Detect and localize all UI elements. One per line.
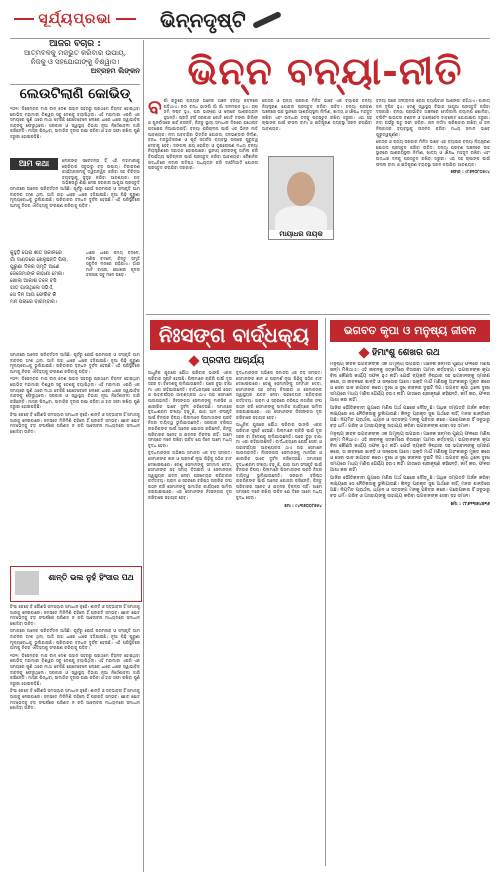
bottom-paragraph-4: ହିଂସା କେବେ ବି କୌଣସି ସମସ୍ୟାର ସମାଧାନ ନୁହେଁ। ଶାନ୍ତି ଓ ସଦ୍ଭାବନା ହିଁ ସମାଜକୁ ଆଗକୁ ନେଇପାରେ। ସମସ୍ତେ ମିଳିମିଶି ରହିଲେ ହିଁ ପ୍ରଗତି ସମ୍ଭବ। ଛୋଟ ଛୋଟ ମତଭେଦକୁ ବଡ଼ ସଂଘର୍ଷରେ ପରିଣତ ନ କରି ଆଲୋଚନା ମାଧ୍ୟମରେ ସମାଧାନ ଖୋଜିବା ଉଚିତ। xyxy=(10,688,140,711)
article2-paragraph-4: ଆଧୁନିକ ଯୁଗରେ ଯୌଥ ପରିବାର ଭାଙ୍ଗି ଏକକ ପରିବାର ସୃଷ୍ଟି ହେଉଛି। ପିଲାମାନେ ଚାକିରି ପାଇଁ ଦୂର ସହର ବା ବିଦେଶକୁ ଚାଲିଯାଉଛନ୍ତି। ଘରେ ବୁଢ଼ା ବାପା ମା ଏକା ରହିଯାଉଛନ୍ତି। ବାର୍ଦ୍ଧକ୍ୟରେ ଯେଉଁ ସେବା ଓ ସାହାଚର୍ଯ୍ୟର ଆବଶ୍ୟକତା ଥାଏ ତାହା ସେମାନେ ପାଉନାହାନ୍ତି। ନିଃସଙ୍ଗତା ସେମାନଙ୍କୁ ମାନସିକ ଓ ଶାରୀରିକ ଭାବେ ଦୁର୍ବଳ କରିଦେଉଛି। ସମାଜରେ ବୃଦ୍ଧାଶ୍ରମ ସଂଖ୍ୟା ବଢ଼ୁଛି, ଯାହା ଆମ ସଂସ୍କୃତି ପାଇଁ ଚିନ୍ତାର ବିଷୟ। ପିଲାମାନେ ପିତାମାତାଙ୍କ ପ୍ରତି ନିଜର ଦାୟିତ୍ୱ ଭୁଲିଯାଉଛନ୍ତି। ସରକାର ବରିଷ୍ଠ ନାଗରିକଙ୍କ ପାଇଁ ଅନେକ ଯୋଜନା କରିଛନ୍ତି, କିନ୍ତୁ ପରିବାରର ସ୍ନେହ ଓ ଯତ୍ନର ବିକଳ୍ପ ନାହିଁ। ଆମେ ସମସ୍ତେ ମନେ ରଖିବା ଉଚିତ ଯେ ଦିନେ ଆମେ ମଧ୍ୟ ବୃଦ୍ଧ ହେବା। xyxy=(236,422,322,501)
author-photo xyxy=(268,156,334,240)
main-sign-off: ଫୋନ୍ : ୯୮୬୧୦୮୦୫୯୪ xyxy=(450,169,490,175)
main-paragraph: ର୍ଷା ଋତୁରେ ରାଜ୍ୟର ଅନେକ ଅଞ୍ଚଳ ବନ୍ୟା କବଳରେ ପଡ଼ିଥାଏ। ନଦୀ ବନ୍ଧ ଭାଙ୍ଗି ଗାଁ ଗାଁ ଜଳମଗ୍ନ ହୁଏ। ଚାଷ ଜମି ନଷ୍ଟ ହୁଏ, ଘର ଭାଙ୍ଗେ ଓ ଲୋକେ ଆଶ୍ରୟହୀନ ହୁଅନ୍ତି। ପ୍ରତି ବର୍ଷ ସରକାର କୋଟି କୋଟି ଟଙ୍କା ରିଲିଫ୍ ଓ ପୁନର୍ବାସରେ ଖର୍ଚ୍ଚ କରନ୍ତି, କିନ୍ତୁ ସ୍ଥାୟୀ ସମାଧାନ ଦିଗରେ ଯଥେଷ୍ଟ ପଦକ୍ଷେପ ନିଆଯାଉନାହିଁ। ବନ୍ୟା ପରିଚାଳନା ପାଇଁ ଏକ ଭିନ୍ନ ନୀତି ଆବଶ୍ୟକ। ନଦୀ ଅବବାହିକା ଭିତ୍ତିକ ଯୋଜନା, ଜଳଭଣ୍ଡାର ନିର୍ମାଣ, ବନ୍ଧ ମଜଭୁତିକରଣ ଓ ପୂର୍ବ ସତର୍କତା ବ୍ୟବସ୍ଥା ଉପରେ ଗୁରୁତ୍ୱ ଦେବାକୁ ହେବ। ଜଙ୍ଗଲ କ୍ଷୟ ରୋକିବା ଓ ବୃକ୍ଷରୋପଣ ମଧ୍ୟ ବନ୍ୟା ନିୟନ୍ତ୍ରଣରେ ସହାୟକ ହୋଇପାରେ। ସ୍ଥାନୀୟ ଲୋକଙ୍କୁ ସାମିଲ କରି ବିପର୍ଯ୍ୟୟ ପରିଚାଳନା ପାଇଁ ପ୍ରସ୍ତୁତ କରିବା ଆବଶ୍ୟକ। ବୈଜ୍ଞାନିକ ପଦ୍ଧତିରେ ନଦୀର ଗତିପଥ ଅଧ୍ୟୟନ କରି ଦୀର୍ଘମିଆଦି ଯୋଜନା ପ୍ରସ୍ତୁତ କରାଯିବା ଦରକାର। xyxy=(148,98,258,171)
amma-katha-label: ଆମ କଥା xyxy=(10,158,58,170)
lower-paragraph: ସମାଜରେ ଅନେକ ପରିବର୍ତ୍ତନ ଆସିଛି। ପୂର୍ବରୁ ଯେଉଁ ପରମ୍ପରା ଓ ସଂସ୍କୃତି ଆମ ଜୀବନର ଅଂଶ ଥିଲା, ଆଜି ତାହା ଧୀରେ ଧୀରେ ହଜିଯାଉଛି। ନୂଆ ପିଢ଼ି ପୁରୁଣା ମୂଲ୍ୟବୋଧକୁ ଭୁଲିଯାଉଛି। ପରିବାରର ବନ୍ଧନ ଦୁର୍ବଳ ହେଉଛି। ଏହି ପରିସ୍ଥିତିରେ ଆମକୁ ନିଜର ଐତିହ୍ୟକୁ ସଂରକ୍ଷଣ କରିବାକୁ ପଡ଼ିବ। xyxy=(10,352,140,374)
bottom-paragraph-3: ୨୦୧୯ ଡିସେମ୍ବର ମାସ ଚୀନ୍ ଦେଶ ଉହାନ ସହରରୁ ପ୍ରଥମେ ଚିହ୍ନଟ ହୋଇଥିବା କୋଭିଡ୍ ମହାମାରୀ ବିଶ୍ୱର ସବୁ ଦେଶକୁ ବ୍ୟାପିଥିଲା। ଏହି ମହାମାରୀ ଏପରି ଏକ ସମୟରେ ପୁଣି ଥରେ ମାଥା ଟେକିଛି ଯେତେବେଳେ ଲୋକେ ଧୀରେ ଧୀରେ ସ୍ୱାଭାବିକ ଜୀବନକୁ ଫେରୁଥିଲେ। ସରକାର ଓ ସ୍ୱାସ୍ଥ୍ୟ ବିଭାଗ ନୂଆ ନିର୍ଦ୍ଦେଶାବଳୀ ଜାରି କରିଛନ୍ତି। ମାସ୍କ ପିନ୍ଧିବା, ସାମାଜିକ ଦୂରତା ରକ୍ଷା କରିବା ଓ ହାତ ସଫା ରଖିବା ପୁଣି ଜରୁରୀ ହୋଇପଡ଼ିଛି। xyxy=(10,652,140,686)
main-article-title: ଭିନ୍ନ ବନ୍ୟା-ନୀତି xyxy=(187,48,463,93)
left-bottom-body xyxy=(10,604,140,864)
article2-author: ପ୍ରଦୀପ ଆଚାର୍ଯ୍ୟ xyxy=(202,356,265,366)
photo-caption: ମାୟାଧର ନାୟକ xyxy=(269,230,333,239)
small-box xyxy=(10,566,142,602)
main-paragraph-4: କେନ୍ଦ୍ର ଓ ରାଜ୍ୟ ସରକାର ମିଳିତ ଭାବେ ଏକ ବ୍ୟାପକ ବନ୍ୟା ନିୟନ୍ତ୍ରଣ ଯୋଜନା ପ୍ରସ୍ତୁତ କରିବା ଉଚିତ। ବନ୍ୟା ପ୍ରବଣ ଅଞ୍ଚଳରେ ଉଚ୍ଚ ସ୍ଥାନରେ ଆଶ୍ରୟସ୍ଥଳୀ ନିର୍ମାଣ, ଖାଦ୍ୟ ଓ ଔଷଧ ମହଜୁଦ ରଖିବା ଏବଂ ଉଦ୍ଧାର ଦଳକୁ ପ୍ରସ୍ତୁତ ରଖିବା ଜରୁରୀ। ଏହା ସହ ଚାଷୀଙ୍କ ପାଇଁ ଫସଲ ବୀମା ଓ କ୍ଷତିପୂରଣ ବ୍ୟବସ୍ଥା ସରଳ କରାଯିବା ଆବଶ୍ୟକ। xyxy=(376,139,490,167)
poem-line: ଜେଜେମାଙ୍କ କାହାଣୀ ମେଳା। xyxy=(10,271,65,277)
main-paragraph-2: କେନ୍ଦ୍ର ଓ ରାଜ୍ୟ ସରକାର ମିଳିତ ଭାବେ ଏକ ବ୍ୟାପକ ବନ୍ୟା ନିୟନ୍ତ୍ରଣ ଯୋଜନା ପ୍ରସ୍ତୁତ କରିବା ଉଚିତ। ବନ୍ୟା ପ୍ରବଣ ଅଞ୍ଚଳରେ ଉଚ୍ଚ ସ୍ଥାନରେ ଆଶ୍ରୟସ୍ଥଳୀ ନିର୍ମାଣ, ଖାଦ୍ୟ ଓ ଔଷଧ ମହଜୁଦ ରଖିବା ଏବଂ ଉଦ୍ଧାର ଦଳକୁ ପ୍ରସ୍ତୁତ ରଖିବା ଜରୁରୀ। ଏହା ସହ ଚାଷୀଙ୍କ ପାଇଁ ଫସଲ ବୀମା ଓ କ୍ଷତିପୂରଣ ବ୍ୟବସ୍ଥା ସରଳ କରାଯିବା ଆବଶ୍ୟକ। xyxy=(262,98,372,131)
poem-line: ସେ ଦିନ ଆଉ ଫେରିବ କି xyxy=(10,292,57,298)
paper-title: ସୂର୍ଯ୍ୟପ୍ରଭା xyxy=(10,11,139,27)
main-col-1 xyxy=(148,98,258,308)
covid-body xyxy=(10,106,140,158)
thought-heading: ଆଜିର ବିଚାର : xyxy=(49,40,101,49)
article2-paragraph: ଆଧୁନିକ ଯୁଗରେ ଯୌଥ ପରିବାର ଭାଙ୍ଗି ଏକକ ପରିବାର ସୃଷ୍ଟି ହେଉଛି। ପିଲାମାନେ ଚାକିରି ପାଇଁ ଦୂର ସହର ବା ବିଦେଶକୁ ଚାଲିଯାଉଛନ୍ତି। ଘରେ ବୁଢ଼ା ବାପା ମା ଏକା ରହିଯାଉଛନ୍ତି। ବାର୍ଦ୍ଧକ୍ୟରେ ଯେଉଁ ସେବା ଓ ସାହାଚର୍ଯ୍ୟର ଆବଶ୍ୟକତା ଥାଏ ତାହା ସେମାନେ ପାଉନାହାନ୍ତି। ନିଃସଙ୍ଗତା ସେମାନଙ୍କୁ ମାନସିକ ଓ ଶାରୀରିକ ଭାବେ ଦୁର୍ବଳ କରିଦେଉଛି। ସମାଜରେ ବୃଦ୍ଧାଶ୍ରମ ସଂଖ୍ୟା ବଢ଼ୁଛି, ଯାହା ଆମ ସଂସ୍କୃତି ପାଇଁ ଚିନ୍ତାର ବିଷୟ। ପିଲାମାନେ ପିତାମାତାଙ୍କ ପ୍ରତି ନିଜର ଦାୟିତ୍ୱ ଭୁଲିଯାଉଛନ୍ତି। ସରକାର ବରିଷ୍ଠ ନାଗରିକଙ୍କ ପାଇଁ ଅନେକ ଯୋଜନା କରିଛନ୍ତି, କିନ୍ତୁ ପରିବାରର ସ୍ନେହ ଓ ଯତ୍ନର ବିକଳ୍ପ ନାହିଁ। ଆମେ ସମସ୍ତେ ମନେ ରଖିବା ଉଚିତ ଯେ ଦିନେ ଆମେ ମଧ୍ୟ ବୃଦ୍ଧ ହେବା। xyxy=(148,370,232,448)
amma-paragraph-2: ସମାଜରେ ଅନେକ ପରିବର୍ତ୍ତନ ଆସିଛି। ପୂର୍ବରୁ ଯେଉଁ ପରମ୍ପରା ଓ ସଂସ୍କୃତି ଆମ ଜୀବନର ଅଂଶ ଥିଲା, ଆଜି ତାହା ଧୀରେ ଧୀରେ ହଜିଯାଉଛି। ନୂଆ ପିଢ଼ି ପୁରୁଣା ମୂଲ୍ୟବୋଧକୁ ଭୁଲିଯାଉଛି। ପରିବାରର ବନ୍ଧନ ଦୁର୍ବଳ ହେଉଛି। ଏହି ପରିସ୍ଥିତିରେ ଆମକୁ ନିଜର ଐତିହ୍ୟକୁ ସଂରକ୍ଷଣ କରିବାକୁ ପଡ଼ିବ। xyxy=(10,186,140,208)
divider xyxy=(10,84,140,85)
article3-paragraph-4: ଆଜିର ଭୌତିକବାଦୀ ଯୁଗରେ ମଣିଷ ଅର୍ଥ ପଛରେ ଦୌଡ଼ୁଛି। ଅଧିକ ସମ୍ପତ୍ତି ଅର୍ଜନ କରିବା ଲକ୍ଷ୍ୟରେ ସେ ନୈତିକତାକୁ ଭୁଲିଯାଉଛି। କିନ୍ତୁ ପ୍ରକୃତ ସୁଖ ଅର୍ଥରେ ନାହିଁ, ମନର ଶାନ୍ତିରେ ଅଛି। ନିୟମିତ ପ୍ରାର୍ଥନା, ଧ୍ୟାନ ଓ ସତ୍‌ସଙ୍ଗ ମନକୁ ପବିତ୍ର କରେ। ପରୋପକାର ହିଁ ସବୁଠାରୁ ବଡ଼ ଧର୍ମ। ଗରିବ ଓ ଅସହାୟଙ୍କୁ ସାହାଯ୍ୟ କରିବା ଭଗବାନଙ୍କ ସେବା ସହ ସମାନ। xyxy=(330,476,490,499)
thought-of-day xyxy=(10,40,140,76)
article3-byline xyxy=(360,348,440,358)
section-title: ଭିନ୍ନଦୃଷ୍ଟି xyxy=(160,8,246,32)
article-divider xyxy=(325,318,326,866)
section-masthead xyxy=(160,4,490,36)
article3-paragraph-2: ଆଜିର ଭୌତିକବାଦୀ ଯୁଗରେ ମଣିଷ ଅର୍ଥ ପଛରେ ଦୌଡ଼ୁଛି। ଅଧିକ ସମ୍ପତ୍ତି ଅର୍ଜନ କରିବା ଲକ୍ଷ୍ୟରେ ସେ ନୈତିକତାକୁ ଭୁଲିଯାଉଛି। କିନ୍ତୁ ପ୍ରକୃତ ସୁଖ ଅର୍ଥରେ ନାହିଁ, ମନର ଶାନ୍ତିରେ ଅଛି। ନିୟମିତ ପ୍ରାର୍ଥନା, ଧ୍ୟାନ ଓ ସତ୍‌ସଙ୍ଗ ମନକୁ ପବିତ୍ର କରେ। ପରୋପକାର ହିଁ ସବୁଠାରୁ ବଡ଼ ଧର୍ମ। ଗରିବ ଓ ଅସହାୟଙ୍କୁ ସାହାଯ୍ୟ କରିବା ଭଗବାନଙ୍କ ସେବା ସହ ସମାନ। xyxy=(330,406,490,429)
small-box-title: ଶାନ୍ତି ଭଲ ନୁହଁ ହିଂସାର ପଥ xyxy=(48,572,134,582)
article3-sign-off: ମୋ : ୯୮୬୧୩୭୪୭୧୬ xyxy=(450,502,490,507)
thumbnail-image xyxy=(15,571,39,595)
main-col-3 xyxy=(376,98,490,312)
poem xyxy=(10,250,82,350)
lower-paragraph-3: ହିଂସା କେବେ ବି କୌଣସି ସମସ୍ୟାର ସମାଧାନ ନୁହେଁ। ଶାନ୍ତି ଓ ସଦ୍ଭାବନା ହିଁ ସମାଜକୁ ଆଗକୁ ନେଇପାରେ। ସମସ୍ତେ ମିଳିମିଶି ରହିଲେ ହିଁ ପ୍ରଗତି ସମ୍ଭବ। ଛୋଟ ଛୋଟ ମତଭେଦକୁ ବଡ଼ ସଂଘର୍ଷରେ ପରିଣତ ନ କରି ଆଲୋଚନା ମାଧ୍ୟମରେ ସମାଧାନ ଖୋଜିବା ଉଚିତ। xyxy=(10,411,140,434)
quote-line-2: ନିଜକୁ ଓ ସହଯୋଗୀଙ୍କୁ ବିଶ୍ୱାସ। xyxy=(30,58,120,66)
poem-line: ଗୀତ ଗାଉଥିଲେ ସଭିଏଁ, xyxy=(10,285,54,291)
divider xyxy=(146,314,490,315)
amma-body-continued xyxy=(10,186,140,244)
pen-icon xyxy=(252,11,282,29)
amma-paragraph: ଲୋକଙ୍କ ସଚେତନତା ହିଁ ଏହି ମହାମାରୀକୁ ରୋକିବାର ସବୁଠାରୁ ବଡ଼ ଉପାୟ। ଟିକାକରଣ କାର୍ଯ୍ୟକ୍ରମକୁ ତ୍ୱରାନ୍ୱିତ କରିବା ସହ ଚିକିତ୍ସା ବ୍ୟବସ୍ଥାକୁ ସୁଦୃଢ଼ କରିବା ଆବଶ୍ୟକ। ଗତ ଅଭିଜ୍ଞତାରୁ ଶିକ୍ଷା ନେଇ ସରକାର ଆଗୁଆ ପ୍ରସ୍ତୁତି xyxy=(62,158,140,186)
poem-line: ମନ ପଚାରେ ବାରମ୍ବାର। xyxy=(10,299,58,305)
bottom-paragraph-2: ସମାଜରେ ଅନେକ ପରିବର୍ତ୍ତନ ଆସିଛି। ପୂର୍ବରୁ ଯେଉଁ ପରମ୍ପରା ଓ ସଂସ୍କୃତି ଆମ ଜୀବନର ଅଂଶ ଥିଲା, ଆଜି ତାହା ଧୀରେ ଧୀରେ ହଜିଯାଉଛି। ନୂଆ ପିଢ଼ି ପୁରୁଣା ମୂଲ୍ୟବୋଧକୁ ଭୁଲିଯାଉଛି। ପରିବାରର ବନ୍ଧନ ଦୁର୍ବଳ ହେଉଛି। ଏହି ପରିସ୍ଥିତିରେ ଆମକୁ ନିଜର ଐତିହ୍ୟକୁ ସଂରକ୍ଷଣ କରିବାକୁ ପଡ଼ିବ। xyxy=(10,628,140,651)
bullet-icon xyxy=(188,355,199,366)
article3-banner: ଭଗବତ କୃପା ଓ ମନୁଷ୍ୟ ଜୀବନ xyxy=(330,320,490,342)
article2-paragraph-2: ବୃଦ୍ଧମାନଙ୍କ ଅଭିଜ୍ଞତା ସମାଜର ଏକ ବଡ଼ ସମ୍ପଦ। ସେମାନଙ୍କ ଜ୍ଞାନ ଓ ପରାମର୍ଶ ନୂଆ ପିଢ଼ିକୁ ସଠିକ ବାଟ ଦେଖାଇପାରେ। ତେଣୁ ସେମାନଙ୍କୁ ସମ୍ମାନ ଦେବା, ସେମାନଙ୍କ ସହ ସମୟ ବିତାଇବା ଓ ସେମାନଙ୍କ ସ୍ୱାସ୍ଥ୍ୟର ଯତ୍ନ ନେବା ପ୍ରତ୍ୟେକ ପରିବାରର କର୍ତ୍ତବ୍ୟ। ଗ୍ରାମ ଓ ସହରରେ ବରିଷ୍ଠ ନାଗରିକ ସଂଘ ଗଠନ କରି ସେମାନଙ୍କୁ ସାମାଜିକ କାର୍ଯ୍ୟରେ ସାମିଲ କରାଯାଇପାରେ। ଏହା ସେମାନଙ୍କ ନିଃସଙ୍ଗତା ଦୂର କରିବାରେ ସହାୟକ ହେବ। xyxy=(148,450,232,501)
poem-line: ଗାଁ ଦାଣ୍ଡରେ ଖେଳୁଛନ୍ତି ପିଲା, xyxy=(10,257,68,263)
bullet-icon xyxy=(358,347,369,358)
poem-line: ଖୋଲା ଆକାଶ ତଳେ ବସି xyxy=(10,278,57,284)
masthead-divider xyxy=(10,38,490,39)
covid-headline: ଲେଉଟିଲାଣି କୋଭିଡ୍ xyxy=(19,86,131,102)
amma-katha-side xyxy=(62,158,140,186)
article2-col-1 xyxy=(148,370,232,864)
article3-paragraph: ମନୁଷ୍ୟ ଜୀବନ ଭଗବାନଙ୍କ ଏକ ଅମୂଲ୍ୟ ଉପହାର। ଅନେକ ଜନ୍ମର ପୁଣ୍ୟ ଫଳରେ ମଣିଷ ଜନ୍ମ ମିଳିଥାଏ। ଏହି ଜୀବନକୁ ସତ୍‌କର୍ମରେ ବିତାଇବା ଆମର କର୍ତ୍ତବ୍ୟ। ଭଗବାନଙ୍କ କୃପା ବିନା କୌଣସି କାର୍ଯ୍ୟ ସଫଳ ହୁଏ ନାହିଁ। ଯେଉଁ ବ୍ୟକ୍ତି ନିଷ୍ଠାର ସହ ଭଗବାନଙ୍କୁ ସ୍ମରଣ କରେ, ତା ଜୀବନରେ ଶାନ୍ତି ଓ ସନ୍ତୋଷ ଆସେ। ଭକ୍ତି ମାର୍ଗ ମଣିଷକୁ ଅହଂକାରରୁ ମୁକ୍ତ କରେ ଓ ସେବା ଭାବ ଜାଗ୍ରତ କରେ। ଦୁଃଖ ଓ ସୁଖ ଜୀବନର ଦୁଇଟି ଦିଗ। ଭଗବତ କୃପା ଥିଲେ ଦୁଃଖ ସମୟରେ ମଧ୍ୟ ମଣିଷ ଧୈର୍ଯ୍ୟ ହରାଏ ନାହିଁ। ଗୀତାରେ ଶ୍ରୀକୃଷ୍ଣ କହିଛନ୍ତି, କର୍ମ କର, ଫଳର ଆଶା କର ନାହିଁ। xyxy=(330,362,490,403)
face-shape xyxy=(287,172,315,206)
article2-banner: ନିଃସଙ୍ଗ ବାର୍ଦ୍ଧକ୍ୟ xyxy=(150,320,318,350)
column-divider xyxy=(143,40,144,872)
main-paragraph-3: ବନ୍ୟା ପରେ ସଂକ୍ରାମକ ରୋଗ ବ୍ୟାପିବାର ଆଶଙ୍କା ରହିଥାଏ। ପାନୀୟ ଜଳ ଦୂଷିତ ହୁଏ। ତେଣୁ ସ୍ୱାସ୍ଥ୍ୟ ବିଭାଗ ଆଗୁଆ ପ୍ରସ୍ତୁତି କରିବା ଦରକାର। ବନ୍ୟା ପ୍ରଭାବିତ ଅଞ୍ଚଳରେ ମେଡିକାଲ କ୍ୟାମ୍ପ ଖୋଲିବା, ବ୍ଲିଚିଂ ପାଉଡର ବଣ୍ଟନ ଓ ହାଲୋଜେନ ଟାବଲେଟ ଯୋଗାଇବା ଜରୁରୀ। ନଦୀ ଗର୍ଭରୁ ପଟୁ ସଫା କରିବା, ନାଳ ନର୍ଦ୍ଦମା ପରିଷ୍କାର ରଖିବା ଓ ଜଳ ନିଷ୍କାସନ ବ୍ୟବସ୍ଥାକୁ ଉନ୍ନତ କରିବା ମଧ୍ୟ ସମାନ ଭାବେ ଗୁରୁତ୍ୱପୂର୍ଣ୍ଣ। xyxy=(376,98,490,137)
poem-side-paragraph: ଧୀରେ ଧୀରେ ସମୟ ବଦଳେ, ମଣିଷ ବଦଳେ, କିନ୍ତୁ ସ୍ମୃତି ସବୁଦିନ ମନରେ ରହିଯାଏ। ଗାଁର ମାଟି ବାସ୍ନା, ପୋଖରୀ କୂଳର ବରଗଛ ସବୁ ମନେ ପଡ଼େ। xyxy=(86,250,140,278)
dropcap: ବ xyxy=(148,98,162,119)
article3-author: ହିମାଂଶୁ ଶେଖର ରଥ xyxy=(372,348,440,358)
paper-masthead xyxy=(10,4,140,34)
poem-line: କୁହୁଡ଼ି ଘେରା ଶୀତ ସକାଳରେ xyxy=(10,250,62,256)
article2-byline xyxy=(190,356,264,366)
left-lower-body xyxy=(10,352,140,562)
covid-paragraph: ୨୦୧୯ ଡିସେମ୍ବର ମାସ ଚୀନ୍ ଦେଶ ଉହାନ ସହରରୁ ପ୍ରଥମେ ଚିହ୍ନଟ ହୋଇଥିବା କୋଭିଡ୍ ମହାମାରୀ ବିଶ୍ୱର ସବୁ ଦେଶକୁ ବ୍ୟାପିଥିଲା। ଏହି ମହାମାରୀ ଏପରି ଏକ ସମୟରେ ପୁଣି ଥରେ ମାଥା ଟେକିଛି ଯେତେବେଳେ ଲୋକେ ଧୀରେ ଧୀରେ ସ୍ୱାଭାବିକ ଜୀବନକୁ ଫେରୁଥିଲେ। ସରକାର ଓ ସ୍ୱାସ୍ଥ୍ୟ ବିଭାଗ ନୂଆ ନିର୍ଦ୍ଦେଶାବଳୀ ଜାରି କରିଛନ୍ତି। ମାସ୍କ ପିନ୍ଧିବା, ସାମାଜିକ ଦୂରତା ରକ୍ଷା କରିବା ଓ ହାତ ସଫା ରଖିବା ପୁଣି ଜରୁରୀ ହୋଇପଡ଼ିଛି। xyxy=(10,106,140,139)
article2-paragraph-3: ବୃଦ୍ଧମାନଙ୍କ ଅଭିଜ୍ଞତା ସମାଜର ଏକ ବଡ଼ ସମ୍ପଦ। ସେମାନଙ୍କ ଜ୍ଞାନ ଓ ପରାମର୍ଶ ନୂଆ ପିଢ଼ିକୁ ସଠିକ ବାଟ ଦେଖାଇପାରେ। ତେଣୁ ସେମାନଙ୍କୁ ସମ୍ମାନ ଦେବା, ସେମାନଙ୍କ ସହ ସମୟ ବିତାଇବା ଓ ସେମାନଙ୍କ ସ୍ୱାସ୍ଥ୍ୟର ଯତ୍ନ ନେବା ପ୍ରତ୍ୟେକ ପରିବାରର କର୍ତ୍ତବ୍ୟ। ଗ୍ରାମ ଓ ସହରରେ ବରିଷ୍ଠ ନାଗରିକ ସଂଘ ଗଠନ କରି ସେମାନଙ୍କୁ ସାମାଜିକ କାର୍ଯ୍ୟରେ ସାମିଲ କରାଯାଇପାରେ। ଏହା ସେମାନଙ୍କ ନିଃସଙ୍ଗତା ଦୂର କରିବାରେ ସହାୟକ ହେବ। xyxy=(236,370,322,420)
poem-line: ପୁରୁଣା ଦିନର ସ୍ମୃତି ଆଣେ xyxy=(10,264,60,270)
quote-line-1: ଆତ୍ମବଳକୁ ମଜଭୁତ କରିବାର ଉପାୟ, xyxy=(23,49,127,57)
poem-side-text xyxy=(86,250,140,350)
article3-body xyxy=(330,362,490,864)
bottom-paragraph: ହିଂସା କେବେ ବି କୌଣସି ସମସ୍ୟାର ସମାଧାନ ନୁହେଁ। ଶାନ୍ତି ଓ ସଦ୍ଭାବନା ହିଁ ସମାଜକୁ ଆଗକୁ ନେଇପାରେ। ସମସ୍ତେ ମିଳିମିଶି ରହିଲେ ହିଁ ପ୍ରଗତି ସମ୍ଭବ। ଛୋଟ ଛୋଟ ମତଭେଦକୁ ବଡ଼ ସଂଘର୍ଷରେ ପରିଣତ ନ କରି ଆଲୋଚନା ମାଧ୍ୟମରେ ସମାଧାନ ଖୋଜିବା ଉଚିତ। xyxy=(10,604,140,626)
article3-paragraph-3: ମନୁଷ୍ୟ ଜୀବନ ଭଗବାନଙ୍କ ଏକ ଅମୂଲ୍ୟ ଉପହାର। ଅନେକ ଜନ୍ମର ପୁଣ୍ୟ ଫଳରେ ମଣିଷ ଜନ୍ମ ମିଳିଥାଏ। ଏହି ଜୀବନକୁ ସତ୍‌କର୍ମରେ ବିତାଇବା ଆମର କର୍ତ୍ତବ୍ୟ। ଭଗବାନଙ୍କ କୃପା ବିନା କୌଣସି କାର୍ଯ୍ୟ ସଫଳ ହୁଏ ନାହିଁ। ଯେଉଁ ବ୍ୟକ୍ତି ନିଷ୍ଠାର ସହ ଭଗବାନଙ୍କୁ ସ୍ମରଣ କରେ, ତା ଜୀବନରେ ଶାନ୍ତି ଓ ସନ୍ତୋଷ ଆସେ। ଭକ୍ତି ମାର୍ଗ ମଣିଷକୁ ଅହଂକାରରୁ ମୁକ୍ତ କରେ ଓ ସେବା ଭାବ ଜାଗ୍ରତ କରେ। ଦୁଃଖ ଓ ସୁଖ ଜୀବନର ଦୁଇଟି ଦିଗ। ଭଗବତ କୃପା ଥିଲେ ଦୁଃଖ ସମୟରେ ମଧ୍ୟ ମଣିଷ ଧୈର୍ଯ୍ୟ ହରାଏ ନାହିଁ। ଗୀତାରେ ଶ୍ରୀକୃଷ୍ଣ କହିଛନ୍ତି, କର୍ମ କର, ଫଳର ଆଶା କର ନାହିଁ। xyxy=(330,432,490,473)
article2-col-2 xyxy=(236,370,322,864)
quote-author: ଅବ୍ରହମ ଲିଙ୍କନ xyxy=(90,67,140,75)
lower-paragraph-2: ୨୦୧୯ ଡିସେମ୍ବର ମାସ ଚୀନ୍ ଦେଶ ଉହାନ ସହରରୁ ପ୍ରଥମେ ଚିହ୍ନଟ ହୋଇଥିବା କୋଭିଡ୍ ମହାମାରୀ ବିଶ୍ୱର ସବୁ ଦେଶକୁ ବ୍ୟାପିଥିଲା। ଏହି ମହାମାରୀ ଏପରି ଏକ ସମୟରେ ପୁଣି ଥରେ ମାଥା ଟେକିଛି ଯେତେବେଳେ ଲୋକେ ଧୀରେ ଧୀରେ ସ୍ୱାଭାବିକ ଜୀବନକୁ ଫେରୁଥିଲେ। ସରକାର ଓ ସ୍ୱାସ୍ଥ୍ୟ ବିଭାଗ ନୂଆ ନିର୍ଦ୍ଦେଶାବଳୀ ଜାରି କରିଛନ୍ତି। ମାସ୍କ ପିନ୍ଧିବା, ସାମାଜିକ ଦୂରତା ରକ୍ଷା କରିବା ଓ ହାତ ସଫା ରଖିବା ପୁଣି ଜରୁରୀ ହୋଇପଡ଼ିଛି। xyxy=(10,376,140,410)
article2-sign-off: ମୋ : ୯୪୩୭୦୦୮୭୫୪ xyxy=(284,502,322,508)
